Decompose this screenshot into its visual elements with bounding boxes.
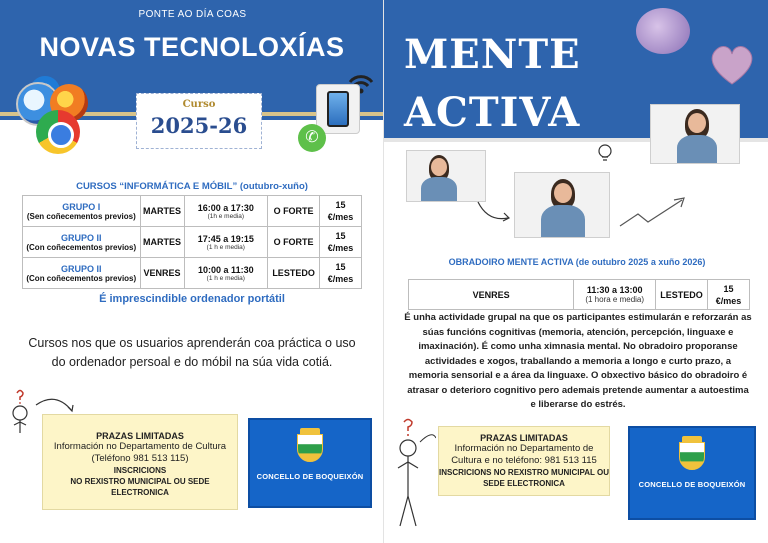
place-cell: O FORTE xyxy=(268,227,320,258)
council-logo-left xyxy=(248,418,372,508)
woman-photo-hand-up xyxy=(406,150,486,202)
left-info-box xyxy=(42,414,238,510)
courses-table xyxy=(22,195,362,289)
smartphone-icon xyxy=(316,84,360,134)
time-cell xyxy=(574,280,656,310)
coat-of-arms-icon xyxy=(678,436,706,472)
price-cell: 15 €/mes xyxy=(320,227,362,258)
zigzag-arrow-icon xyxy=(618,194,692,230)
body-shape xyxy=(541,205,585,238)
info-title: PRAZAS LIMITADAS xyxy=(480,433,568,443)
price-cell: 15 €/mes xyxy=(708,280,750,310)
head-shape xyxy=(554,183,572,203)
info-line: Información no Departamento de Cultura e no teléfono: 981 513 115 xyxy=(451,443,597,466)
council-logo-right xyxy=(628,426,756,520)
time-cell xyxy=(184,258,268,289)
woman-photo-smiling xyxy=(650,104,740,164)
shield-shape xyxy=(297,434,323,462)
browser-icons xyxy=(16,76,100,160)
workshop-table xyxy=(408,279,750,310)
group-name: GRUPO I xyxy=(62,201,101,212)
time-duration: (1 h e media) xyxy=(206,274,245,282)
group-name: GRUPO II xyxy=(61,263,102,274)
right-description: É unha actividade grupal na que os participantes estimularán e reforzarán as súas funcións cognitivas (memoria, atención, percepción, linguaxe e imaxinación). É como unha ximnasia mental. No obradoiro proporanse actividades e xogos, traballando a memoria a longo e curto prazo, a memoria sensorial e a área da linguaxe. O obxectivo básico do obradoiro é atrasar o deterioro cognitivo pero ademais pretende aumentar a autoestima e liberarse do estrés. xyxy=(404,312,752,410)
group-level: (Con coñecementos previos) xyxy=(26,242,137,252)
body-shape xyxy=(677,135,717,164)
group-level: (Con coñecementos previos) xyxy=(26,273,137,283)
group-cell xyxy=(23,227,141,258)
council-name: CONCELLO DE BOQUEIXÓN xyxy=(638,480,746,489)
time-range: 10:00 a 11:30 xyxy=(198,264,254,275)
lightbulb-icon xyxy=(594,142,616,164)
price-cell: 15 €/mes xyxy=(320,258,362,289)
council-name: CONCELLO DE BOQUEIXÓN xyxy=(256,472,364,481)
balloon-icon xyxy=(636,8,690,54)
woman-photo-thinking xyxy=(514,172,610,238)
time-range: 17:45 a 19:15 xyxy=(197,233,254,244)
left-main-title: NOVAS TECNOLOXÍAS xyxy=(39,32,345,62)
head-shape xyxy=(688,113,706,133)
chrome-icon xyxy=(36,110,80,154)
head-shape xyxy=(431,158,447,176)
group-cell xyxy=(23,196,141,227)
day-cell: VENRES xyxy=(140,258,184,289)
group-cell xyxy=(23,258,141,289)
time-range: 11:30 a 13:00 xyxy=(586,285,643,295)
course-label: Curso xyxy=(182,99,216,110)
day-cell: MARTES xyxy=(140,227,184,258)
coat-of-arms-icon xyxy=(296,428,324,464)
group-level: (Sen coñecementos previos) xyxy=(26,211,136,221)
info-registry: NO REXISTRO MUNICIPAL OU SEDE ELECTRONICA xyxy=(70,477,210,497)
left-table-title: CURSOS “INFORMÁTICA E MÓBIL” (outubro-xuño) xyxy=(76,181,308,192)
thinking-figure-icon xyxy=(390,418,436,534)
time-cell xyxy=(184,196,268,227)
group-name: GRUPO II xyxy=(61,232,102,243)
place-cell: O FORTE xyxy=(268,196,320,227)
info-registry: INSCRICIONS NO REXISTRO MUNICIPAL OU SEDE ELECTRONICA xyxy=(439,468,609,488)
place-cell: LESTEDO xyxy=(268,258,320,289)
day-cell: VENRES xyxy=(409,280,574,310)
curved-arrow-icon xyxy=(474,196,514,226)
body-shape xyxy=(421,177,457,202)
mente-activa-title xyxy=(404,26,604,142)
right-info-box xyxy=(438,426,610,496)
phone-screen xyxy=(327,91,349,127)
course-year-box xyxy=(136,93,262,149)
title-line-2: ACTIVA xyxy=(404,89,581,136)
title-line-1: MENTE xyxy=(404,31,581,78)
table-row xyxy=(409,280,750,310)
info-title: PRAZAS LIMITADAS xyxy=(96,431,184,441)
time-duration: (1h e media) xyxy=(207,212,245,220)
laptop-required-note: É imprescindible ordenador portátil xyxy=(99,293,285,305)
left-top-line: PONTE AO DÍA COAS xyxy=(138,9,247,20)
left-description: Cursos nos que os usuarios aprenderán coa práctica o uso do ordenador persoal e do móbil na súa vida cotiá. xyxy=(28,336,356,369)
table-row xyxy=(23,258,362,289)
price-cell: 15 €/mes xyxy=(320,196,362,227)
time-cell xyxy=(184,227,268,258)
info-inscriptions: INSCRICIONS xyxy=(113,466,167,475)
place-cell: LESTEDO xyxy=(656,280,708,310)
table-row xyxy=(23,196,362,227)
time-duration: (1 h e media) xyxy=(206,243,245,251)
time-range: 16:00 a 17:30 xyxy=(197,202,254,213)
phone-call-icon: ✆ xyxy=(298,124,326,152)
info-line: Información no Departamento de Cultura xyxy=(53,441,227,452)
right-table-title: OBRADOIRO MENTE ACTIVA (de outubro 2025 a xuño 2026) xyxy=(448,257,706,267)
info-phone: (Teléfono 981 513 115) xyxy=(91,453,189,464)
shield-shape xyxy=(679,442,705,470)
course-year: 2025-26 xyxy=(150,113,248,138)
day-cell: MARTES xyxy=(140,196,184,227)
table-row xyxy=(23,227,362,258)
heart-balloon-icon xyxy=(708,42,756,86)
time-duration: (1 hora e media) xyxy=(585,295,645,304)
